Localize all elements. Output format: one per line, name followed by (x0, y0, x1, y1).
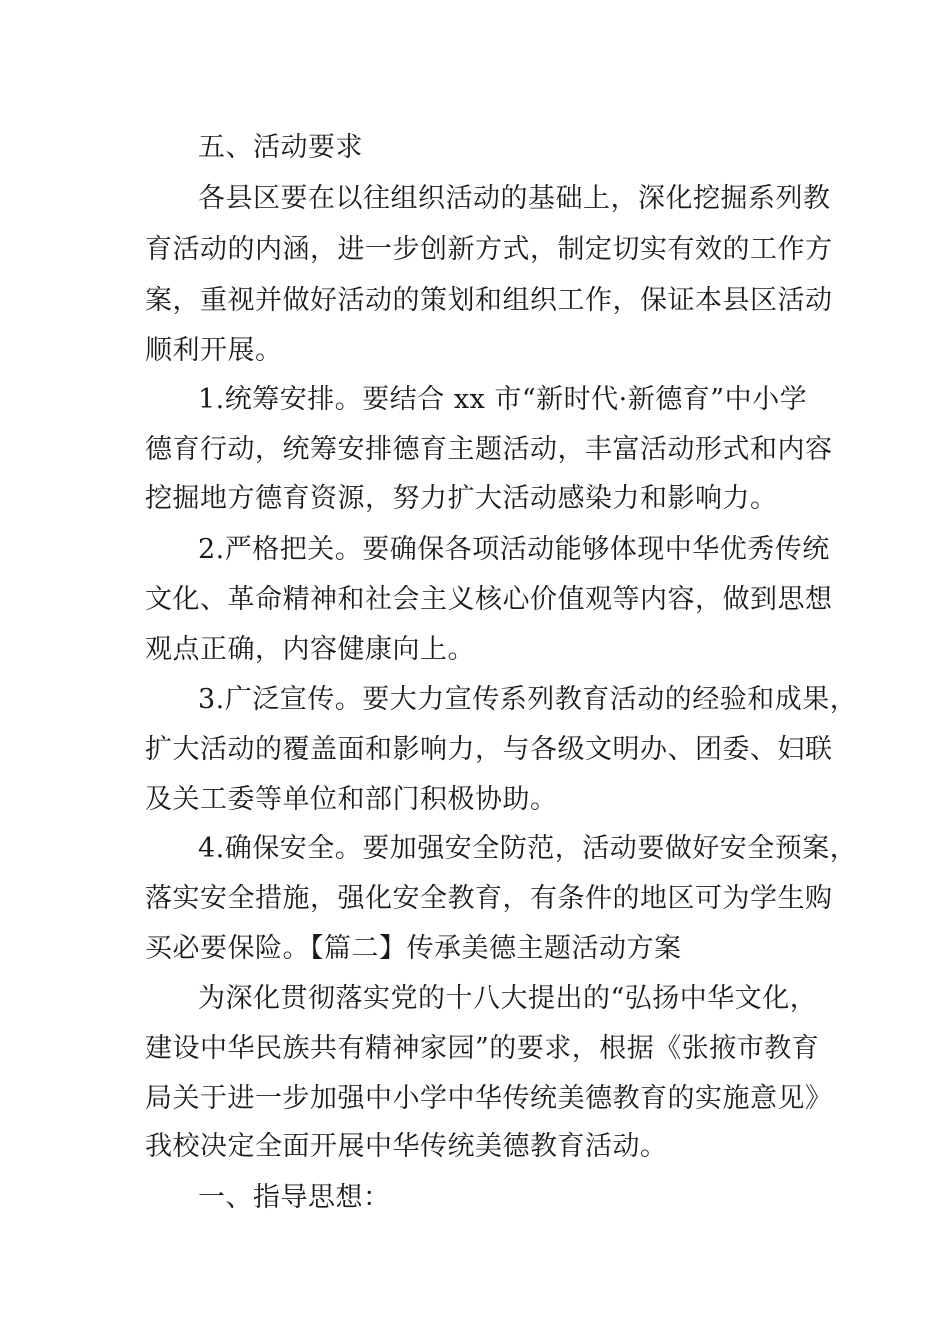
paragraph-line: 及关工委等单位和部门积极协助。 (145, 784, 558, 815)
paragraph-line: 3.广泛宣传。要大力宣传系列教育活动的经验和成果， (198, 684, 858, 715)
paragraph-line: 4.确保安全。要加强安全防范，活动要做好安全预案， (198, 833, 858, 864)
paragraph-line: 落实安全措施，强化安全教育，有条件的地区可为学生购 (145, 883, 833, 914)
paragraph-line: 我校决定全面开展中华传统美德教育活动。 (145, 1131, 668, 1162)
paragraph-line: 案，重视并做好活动的策划和组织工作，保证本县区活动 (145, 285, 833, 316)
paragraph-line: 观点正确，内容健康向上。 (145, 634, 475, 665)
paragraph-line: 买必要保险。【篇二】传承美德主题活动方案 (145, 933, 682, 964)
paragraph-line: 为深化贯彻落实党的十八大提出的“弘扬中华文化， (198, 983, 818, 1014)
paragraph-line: 建设中华民族共有精神家园”的要求，根据《张掖市教育 (145, 1033, 820, 1064)
paragraph-line: 1.统筹安排。要结合 xx 市“新时代·新德育”中小学 (198, 384, 808, 415)
paragraph-line: 各县区要在以往组织活动的基础上，深化挖掘系列教 (198, 183, 831, 214)
paragraph-line: 2.严格把关。要确保各项活动能够体现中华优秀传统 (198, 534, 830, 565)
paragraph-line: 扩大活动的覆盖面和影响力，与各级文明办、团委、妇联 (145, 734, 833, 765)
paragraph-line: 德育行动，统筹安排德育主题活动，丰富活动形式和内容 (145, 434, 833, 465)
paragraph-line: 挖掘地方德育资源，努力扩大活动感染力和影响力。 (145, 483, 778, 514)
section-heading-guiding-ideology: 一、指导思想： (198, 1182, 391, 1213)
paragraph-line: 文化、革命精神和社会主义核心价值观等内容，做到思想 (145, 584, 833, 615)
paragraph-line: 局关于进一步加强中小学中华传统美德教育的实施意见》 (145, 1083, 833, 1114)
section-heading-activity-requirements: 五、活动要求 (198, 132, 363, 163)
paragraph-line: 育活动的内涵，进一步创新方式，制定切实有效的工作方 (145, 234, 833, 265)
paragraph-line: 顺利开展。 (145, 335, 283, 366)
